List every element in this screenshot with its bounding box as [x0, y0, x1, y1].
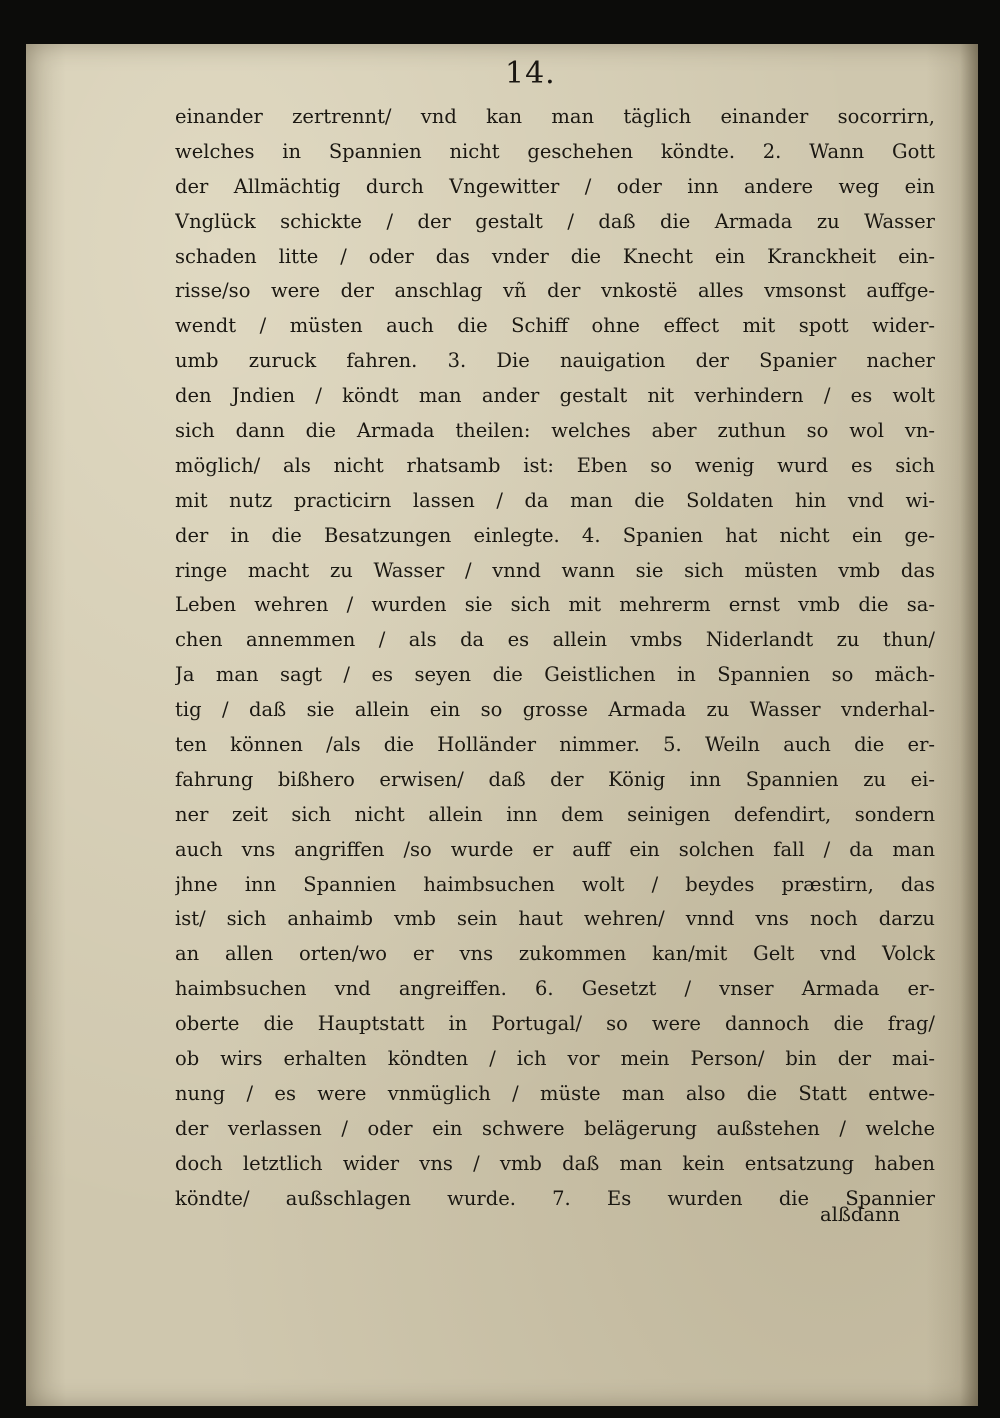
text-line: möglich/ als nicht rhatsamb ist: Eben so wenig wurd es sich: [175, 453, 935, 477]
text-line: an allen orten/wo er vns zukommen kan/mit Gelt vnd Volck: [175, 942, 935, 966]
catchword: alßdann: [820, 1203, 901, 1226]
text-line: sich dann die Armada theilen: welches aber zuthun so wol vn-: [175, 419, 935, 443]
text-line: ner zeit sich nicht allein inn dem seinigen defendirt, sondern: [175, 802, 935, 826]
text-line: ist/ sich anhaimb vmb sein haut wehren/ vnnd vns noch darzu: [175, 907, 935, 931]
page-edge-shadow: [960, 44, 978, 1406]
text-line: einander zertrennt/ vnd kan man täglich einander socorrirn,: [175, 105, 935, 128]
text-line: ten können /als die Holländer nimmer. 5. Weiln auch die er-: [175, 733, 935, 757]
text-line: Vnglück schickte / der gestalt / daß die Armada zu Wasser: [175, 209, 935, 233]
text-line: umb zuruck fahren. 3. Die nauigation der Spanier nacher: [175, 349, 935, 373]
text-line: Leben wehren / wurden sie sich mit mehrerm ernst vmb die sa-: [175, 593, 935, 617]
text-line: nung / es were vnmüglich / müste man also die Statt entwe-: [175, 1081, 935, 1105]
text-line: den Jndien / köndt man ander gestalt nit verhindern / es wolt: [175, 384, 935, 408]
text-line: haimbsuchen vnd angreiffen. 6. Gesetzt / vnser Armada er-: [175, 977, 935, 1001]
text-line: fahrung bißhero erwisen/ daß der König inn Spannien zu ei-: [175, 767, 935, 791]
text-line: welches in Spannien nicht geschehen köndte. 2. Wann Gott: [175, 139, 935, 163]
text-line: auch vns angriffen /so wurde er auff ein solchen fall / da man: [175, 837, 935, 861]
text-line: chen annemmen / als da es allein vmbs Niderlandt zu thun/: [175, 628, 935, 652]
text-line: mit nutz practicirn lassen / da man die Soldaten hin vnd wi-: [175, 488, 935, 512]
text-line: der verlassen / oder ein schwere belägerung außstehen / welche: [175, 1116, 935, 1140]
text-line: jhne inn Spannien haimbsuchen wolt / beydes præstirn, das: [175, 872, 935, 896]
text-line: risse/so were der anschlag vñ der vnkostë alles vmsonst auffge-: [175, 279, 935, 303]
text-line: der Allmächtig durch Vngewitter / oder inn andere weg ein: [175, 174, 935, 198]
text-line: schaden litte / oder das vnder die Knecht ein Kranckheit ein-: [175, 244, 935, 268]
text-line: doch letztlich wider vns / vmb daß man kein entsatzung haben: [175, 1151, 935, 1175]
text-line: wendt / müsten auch die Schiff ohne effect mit spott wider-: [175, 314, 935, 338]
text-line: ob wirs erhalten köndten / ich vor mein Person/ bin der mai-: [175, 1047, 935, 1071]
text-line: der in die Besatzungen einlegte. 4. Spanien hat nicht ein ge-: [175, 523, 935, 547]
text-line: oberte die Hauptstatt in Portugal/ so were dannoch die frag/: [175, 1012, 935, 1036]
text-line: ringe macht zu Wasser / vnnd wann sie sich müsten vmb das: [175, 558, 935, 582]
text-line: tig / daß sie allein ein so grosse Armada zu Wasser vnderhal-: [175, 698, 935, 722]
text-line: köndte/ außschlagen wurde. 7. Es wurden die Spannier: [175, 1186, 935, 1210]
text-line: Ja man sagt / es seyen die Geistlichen in Spannien so mäch-: [175, 663, 935, 687]
page-number: 14.: [505, 56, 556, 91]
body-text: [175, 100, 935, 1217]
